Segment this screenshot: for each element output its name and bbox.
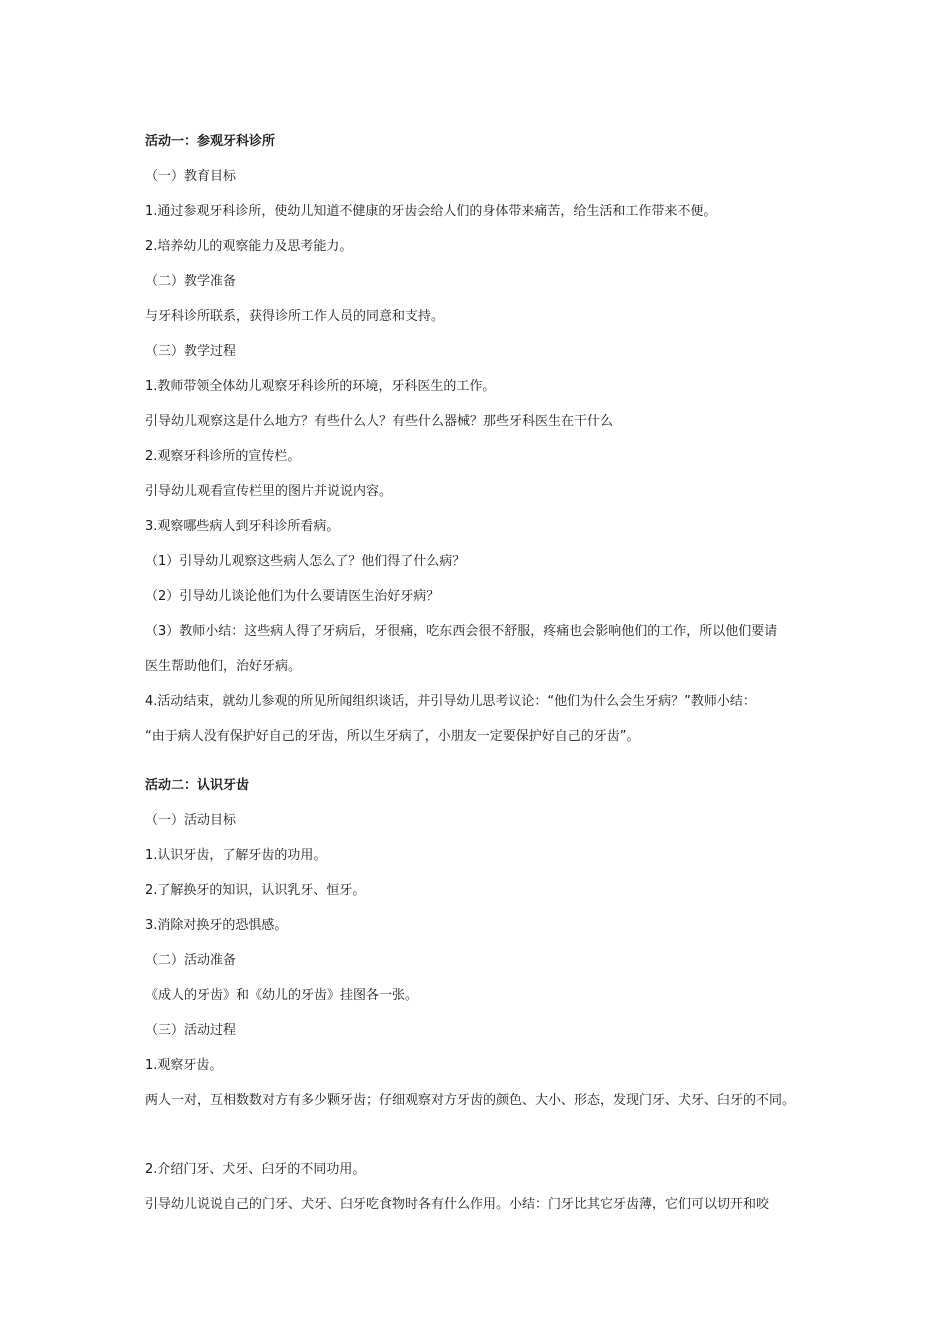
section-1-line: 医生帮助他们，治好牙病。 xyxy=(145,659,302,674)
section-2-line: 2.介绍门牙、犬牙、臼牙的不同功用。 xyxy=(145,1162,366,1177)
section-1-line: 1.教师带领全体幼儿观察牙科诊所的环境，牙科医生的工作。 xyxy=(145,379,496,394)
section-2-line: （一）活动目标 xyxy=(145,813,237,828)
section-1-line: 3.观察哪些病人到牙科诊所看病。 xyxy=(145,519,340,534)
section-2-line: 引导幼儿说说自己的门牙、犬牙、臼牙吃食物时各有什么作用。小结：门牙比其它牙齿薄，它们可以切开和咬 xyxy=(145,1197,770,1212)
section-2-line: 1.认识牙齿，了解牙齿的功用。 xyxy=(145,848,327,863)
section-1-line: （3）教师小结：这些病人得了牙病后，牙很痛，吃东西会很不舒服，疼痛也会影响他们的工作，所以他们要请 xyxy=(145,624,778,639)
section-1-line: （一）教育目标 xyxy=(145,169,237,184)
section-1-line: “由于病人没有保护好自己的牙齿，所以生牙病了，小朋友一定要保护好自己的牙齿”。 xyxy=(145,729,640,744)
section-1-line: （2）引导幼儿谈论他们为什么要请医生治好牙病？ xyxy=(145,589,440,604)
section-1-line: 4.活动结束，就幼儿参观的所见所闻组织谈话，并引导幼儿思考议论：“他们为什么会生牙病？”教师小结： xyxy=(145,694,756,709)
section-1-line: （1）引导幼儿观察这些病人怎么了？他们得了什么病？ xyxy=(145,554,466,569)
section-1-line: 引导幼儿观察这是什么地方？有些什么人？有些什么器械？那些牙科医生在干什么 xyxy=(145,414,614,429)
paragraph-spacer xyxy=(145,1118,825,1152)
section-1-line: （二）教学准备 xyxy=(145,274,237,289)
section-1-line: 2.培养幼儿的观察能力及思考能力。 xyxy=(145,239,353,254)
section-2-line: 3.消除对换牙的恐惧感。 xyxy=(145,918,288,933)
document-body xyxy=(145,124,825,1222)
section-1-line: 1.通过参观牙科诊所，使幼儿知道不健康的牙齿会给人们的身体带来痛苦，给生活和工作带来不便。 xyxy=(145,204,717,219)
section-1-line: （三）教学过程 xyxy=(145,344,237,359)
section-spacer xyxy=(145,754,825,768)
section-1-line: 2.观察牙科诊所的宣传栏。 xyxy=(145,449,301,464)
section-2-line: （三）活动过程 xyxy=(145,1023,237,1038)
section-1-line: 与牙科诊所联系，获得诊所工作人员的同意和支持。 xyxy=(145,309,445,324)
section-2-title: 活动二：认识牙齿 xyxy=(145,778,250,793)
section-2-line: 两人一对，互相数数对方有多少颗牙齿；仔细观察对方牙齿的颜色、大小、形态，发现门牙、犬牙、臼牙的不同。 xyxy=(145,1093,796,1108)
section-2-line: 2.了解换牙的知识，认识乳牙、恒牙。 xyxy=(145,883,366,898)
section-2-line: 《成人的牙齿》和《幼儿的牙齿》挂图各一张。 xyxy=(145,988,419,1003)
section-2-line: （二）活动准备 xyxy=(145,953,237,968)
section-2-line: 1.观察牙齿。 xyxy=(145,1058,223,1073)
section-1-title: 活动一：参观牙科诊所 xyxy=(145,134,276,149)
section-1-line: 引导幼儿观看宣传栏里的图片并说说内容。 xyxy=(145,484,393,499)
